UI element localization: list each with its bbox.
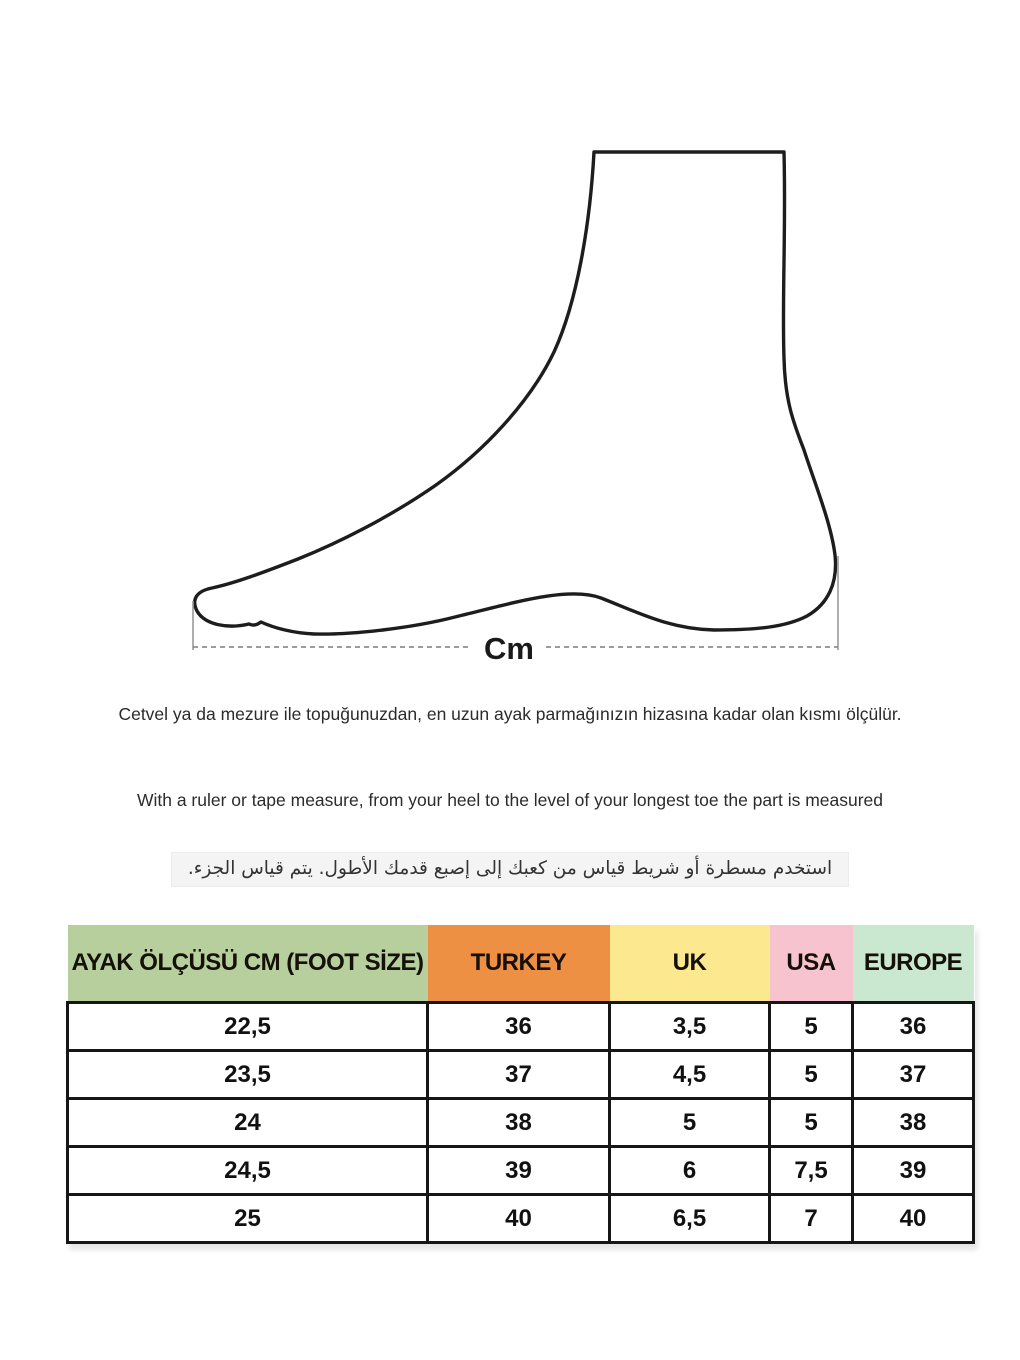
size-row [68,1003,974,1051]
column-header-usa: USA [770,925,853,1003]
size-cell-foot-size: 22,5 [68,1003,428,1051]
foot-outline-drawing [195,152,836,634]
size-cell-europe: 37 [853,1051,974,1099]
column-header-turkey: TURKEY [428,925,610,1003]
instruction-arabic-row [0,852,1020,887]
size-cell-foot-size: 24,5 [68,1147,428,1195]
size-cell-foot-size: 25 [68,1195,428,1243]
size-cell-usa: 7 [770,1195,853,1243]
size-cell-uk: 6,5 [610,1195,770,1243]
size-cell-turkey: 40 [428,1195,610,1243]
size-row [68,1051,974,1099]
size-row [68,1099,974,1147]
size-cell-usa: 5 [770,1051,853,1099]
size-cell-europe: 40 [853,1195,974,1243]
size-cell-turkey: 39 [428,1147,610,1195]
instruction-turkish: Cetvel ya da mezure ile topuğunuzdan, en uzun ayak parmağınızın hizasına kadar olan kısmı ölçülür. [118,704,902,724]
size-row [68,1195,974,1243]
instruction-arabic: استخدم مسطرة أو شريط قياس من كعبك إلى إصبع قدمك الأطول. يتم قياس الجزء. [171,852,849,887]
size-cell-turkey: 38 [428,1099,610,1147]
size-cell-uk: 3,5 [610,1003,770,1051]
instruction-english: With a ruler or tape measure, from your heel to the level of your longest toe the part is measured [136,790,884,810]
size-cell-uk: 5 [610,1099,770,1147]
size-cell-foot-size: 23,5 [68,1051,428,1099]
header-row [68,925,974,1003]
size-cell-usa: 5 [770,1003,853,1051]
column-header-foot-size: AYAK ÖLÇÜSÜ CM (FOOT SİZE) [68,925,428,1003]
cm-unit-label: Cm [484,631,534,666]
size-cell-europe: 39 [853,1147,974,1195]
size-cell-usa: 7,5 [770,1147,853,1195]
size-cell-turkey: 36 [428,1003,610,1051]
size-cell-europe: 38 [853,1099,974,1147]
column-header-uk: UK [610,925,770,1003]
size-cell-turkey: 37 [428,1051,610,1099]
size-cell-uk: 4,5 [610,1051,770,1099]
size-cell-europe: 36 [853,1003,974,1051]
size-cell-uk: 6 [610,1147,770,1195]
size-cell-usa: 5 [770,1099,853,1147]
column-header-europe: EUROPE [853,925,974,1003]
size-conversion-table [66,925,975,1244]
size-row [68,1147,974,1195]
size-cell-foot-size: 24 [68,1099,428,1147]
